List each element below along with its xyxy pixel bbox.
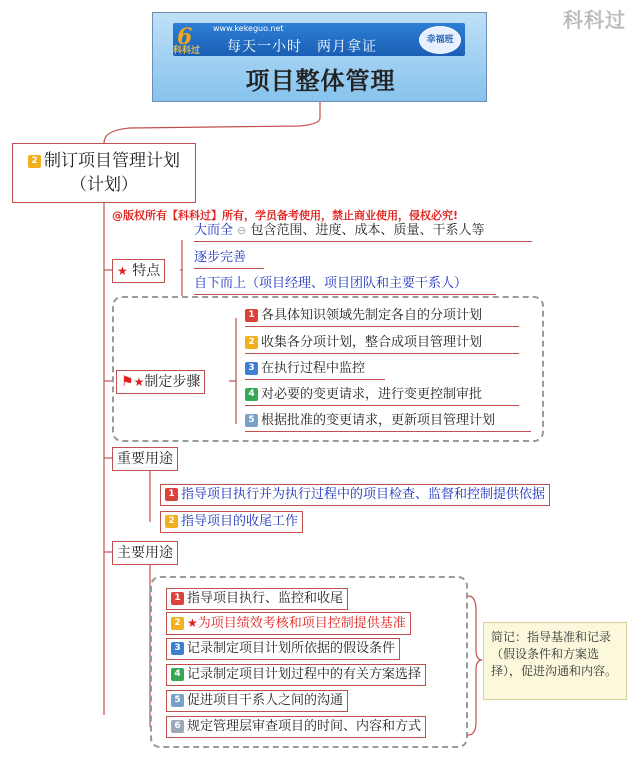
- priority-5-icon: 5: [171, 694, 184, 707]
- logo-icon: 6: [177, 24, 193, 50]
- root-title: 项目整体管理: [245, 67, 396, 95]
- step-item-2[interactable]: 2 收集各分项计划，整合成项目管理计划: [245, 333, 519, 354]
- priority-4-icon: 4: [245, 388, 258, 401]
- watermark: 科科过: [563, 8, 626, 32]
- priority-1-icon: 1: [245, 309, 258, 322]
- logo-text: 科科过: [173, 46, 201, 56]
- priority-3-icon: 3: [171, 642, 184, 655]
- feature-item-3[interactable]: 自下而上（项目经理、项目团队和主要干系人）: [194, 274, 496, 295]
- star-icon: ★: [133, 375, 145, 389]
- main-topic-line2: （计划）: [70, 175, 138, 195]
- badge: 幸福班: [419, 26, 461, 54]
- slogan: 每天一小时 两月拿证: [227, 39, 377, 55]
- flag-icon: ⚑: [121, 374, 134, 390]
- mainuse-item-4[interactable]: 4 记录制定项目计划过程中的有关方案选择: [166, 664, 426, 686]
- topic-main-use[interactable]: 主要用途: [112, 541, 178, 565]
- mainuse-item-6[interactable]: 6 规定管理层审查项目的时间、内容和方式: [166, 716, 426, 738]
- step-item-5[interactable]: 5 根据批准的变更请求，更新项目管理计划: [245, 411, 531, 432]
- priority-4-icon: 4: [171, 668, 184, 681]
- priority-2-icon: 2: [245, 336, 258, 349]
- priority-1-icon: 1: [165, 488, 178, 501]
- mainuse-item-5[interactable]: 5 促进项目干系人之间的沟通: [166, 690, 348, 712]
- priority-2-icon: 2: [165, 515, 178, 528]
- site-url: www.kekeguo.net: [213, 24, 284, 33]
- important-item-2[interactable]: 2 指导项目的收尾工作: [160, 511, 303, 533]
- mainuse-item-2[interactable]: 2 ★为项目绩效考核和项目控制提供基准: [166, 612, 411, 635]
- priority-5-icon: 5: [245, 414, 258, 427]
- topic-important-use[interactable]: 重要用途: [112, 447, 178, 471]
- feature-item-2[interactable]: 逐步完善: [194, 248, 264, 269]
- mainuse-item-1[interactable]: 1 指导项目执行、监控和收尾: [166, 588, 348, 610]
- priority-2-icon: 2: [171, 617, 184, 630]
- step-item-4[interactable]: 4 对必要的变更请求，进行变更控制审批: [245, 385, 519, 406]
- summary-note: 简记：指导基准和记录（假设条件和方案选择），促进沟通和内容。: [483, 622, 627, 700]
- priority-2-icon: 2: [28, 155, 41, 168]
- topic-steps[interactable]: ⚑★制定步骤: [116, 370, 205, 394]
- priority-3-icon: 3: [245, 362, 258, 375]
- priority-1-icon: 1: [171, 592, 184, 605]
- copyright-notice: @版权所有【科科过】所有，学员备考使用，禁止商业使用，侵权必究!: [112, 209, 459, 222]
- star-icon: ★: [187, 616, 198, 630]
- mainuse-item-3[interactable]: 3 记录制定项目计划所依据的假设条件: [166, 638, 400, 660]
- star-icon: ★: [117, 264, 128, 278]
- priority-6-icon: 6: [171, 720, 184, 733]
- step-item-3[interactable]: 3 在执行过程中监控: [245, 359, 385, 380]
- important-item-1[interactable]: 1 指导项目执行并为执行过程中的项目检查、监督和控制提供依据: [160, 484, 550, 506]
- main-topic-line1: 2 制订项目管理计划: [13, 149, 195, 173]
- feature-item-1[interactable]: 大而全 ⊖ 包含范围、进度、成本、质量、干系人等: [194, 221, 532, 242]
- topic-features[interactable]: ★ 特点: [112, 259, 165, 283]
- step-item-1[interactable]: 1 各具体知识领域先制定各自的分项计划: [245, 306, 519, 327]
- minus-icon: ⊖: [237, 224, 247, 237]
